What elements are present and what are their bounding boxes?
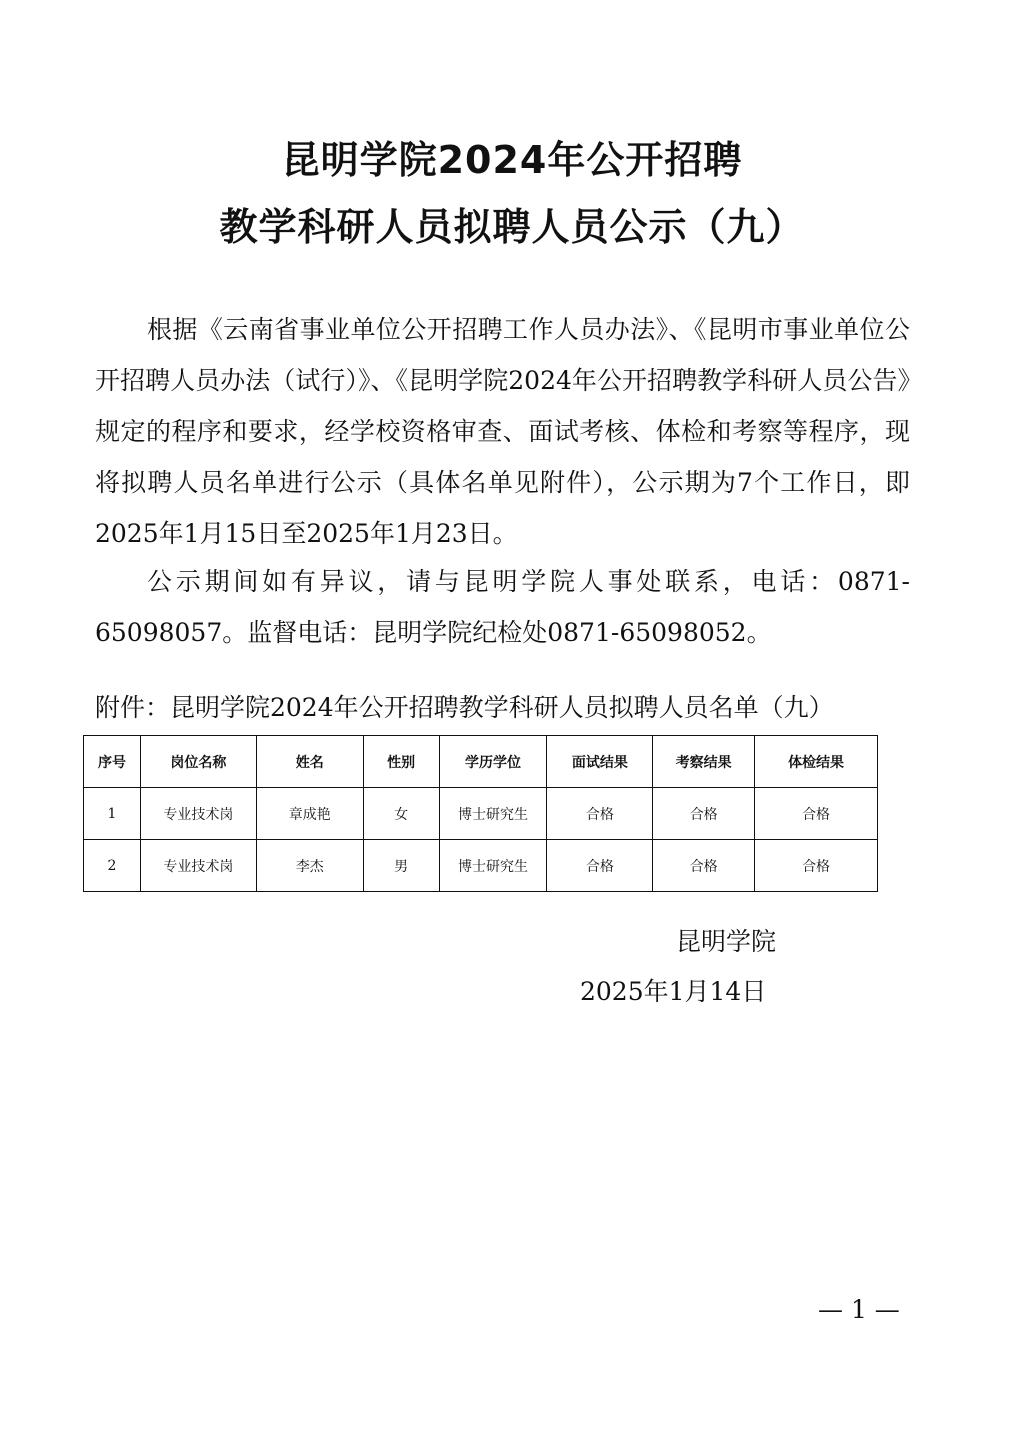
header-name: 姓名 <box>256 736 363 788</box>
cell-position-name: 专业技术岗 <box>140 788 256 840</box>
document-title-line1: 昆明学院2024年公开招聘 <box>281 138 743 182</box>
signature-date: 2025年1月14日 <box>580 977 767 1006</box>
table-row <box>84 788 878 840</box>
document-title-line2: 教学科研人员拟聘人员公示（九） <box>219 205 805 249</box>
cell-gender: 女 <box>363 788 439 840</box>
cell-inspection-result: 合格 <box>653 840 755 892</box>
cell-inspection-result: 合格 <box>653 788 755 840</box>
page-number: — 1 — <box>818 1295 900 1324</box>
header-education-degree: 学历学位 <box>439 736 547 788</box>
header-position-name: 岗位名称 <box>140 736 256 788</box>
cell-serial-number: 1 <box>84 788 141 840</box>
cell-name: 章成艳 <box>256 788 363 840</box>
cell-position-name: 专业技术岗 <box>140 840 256 892</box>
table-row <box>84 840 878 892</box>
signature-organization: 昆明学院 <box>676 927 777 956</box>
header-serial-number: 序号 <box>84 736 141 788</box>
cell-medical-result: 合格 <box>755 788 878 840</box>
cell-education-degree: 博士研究生 <box>439 788 547 840</box>
cell-interview-result: 合格 <box>547 840 653 892</box>
body-paragraph-announcement: 根据《云南省事业单位公开招聘工作人员办法》、《昆明市事业单位公开招聘人员办法（试行）》、《昆明学院2024年公开招聘教学科研人员公告》规定的程序和要求，经学校资格审查、面试考核、体检和考察等程序，现将拟聘人员名单进行公示（具体名单见附件），公示期为7个工作日，即2025年1月15日至2025年1月23日。 <box>95 315 910 548</box>
header-medical-result: 体检结果 <box>755 736 878 788</box>
attachment-caption: 附件：昆明学院2024年公开招聘教学科研人员拟聘人员名单（九） <box>95 693 834 722</box>
cell-serial-number: 2 <box>84 840 141 892</box>
cell-medical-result: 合格 <box>755 840 878 892</box>
header-gender: 性别 <box>363 736 439 788</box>
cell-interview-result: 合格 <box>547 788 653 840</box>
cell-education-degree: 博士研究生 <box>439 840 547 892</box>
cell-name: 李杰 <box>256 840 363 892</box>
body-paragraph-contact: 公示期间如有异议，请与昆明学院人事处联系，电话：0871-65098057。监督电话：昆明学院纪检处0871-65098052。 <box>95 567 910 647</box>
header-interview-result: 面试结果 <box>547 736 653 788</box>
cell-gender: 男 <box>363 840 439 892</box>
table-header-row <box>84 736 878 788</box>
header-inspection-result: 考察结果 <box>653 736 755 788</box>
candidate-table <box>83 735 878 892</box>
